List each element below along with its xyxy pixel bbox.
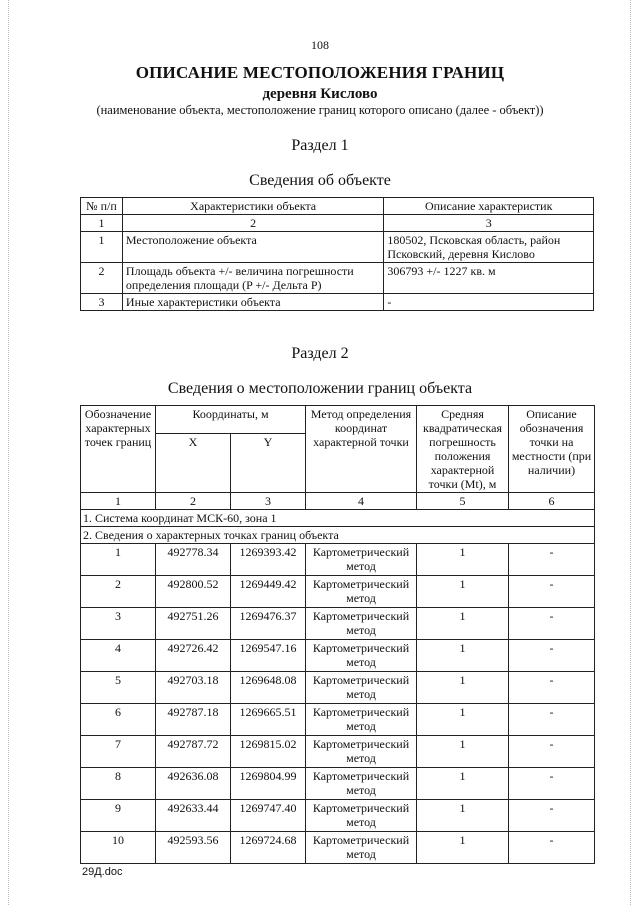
point-desc: - [509,768,595,800]
index-cell: 3 [231,493,306,510]
point-id: 4 [81,640,156,672]
header-method: Метод определения координат характерной точки [306,406,417,493]
table-row [81,232,594,263]
point-desc: - [509,800,595,832]
point-desc: - [509,608,595,640]
point-error: 1 [417,768,509,800]
point-desc: - [509,832,595,864]
point-x: 492751.26 [156,608,231,640]
header-characteristics: Характеристики объекта [122,198,383,215]
point-x: 492787.72 [156,736,231,768]
object-name: деревня Кислово [262,86,378,102]
point-error: 1 [417,640,509,672]
index-cell: 3 [384,215,594,232]
table-row [81,832,595,864]
point-desc: - [509,640,595,672]
point-y: 1269815.02 [231,736,306,768]
point-method: Картометрический метод [306,672,417,704]
index-cell: 2 [156,493,231,510]
header-y: Y [231,434,306,493]
points-title-row [81,527,595,544]
point-error: 1 [417,736,509,768]
coord-system-row [81,510,595,527]
table-row [81,263,594,294]
row-value: 180502, Псковская область, район Псковский, деревня Кислово [384,232,594,263]
coord-system: 1. Система координат МСК-60, зона 1 [81,510,595,527]
row-name: Иные характеристики объекта [122,294,383,311]
point-error: 1 [417,544,509,576]
point-x: 492778.34 [156,544,231,576]
object-info-table [80,197,594,311]
index-row [81,493,595,510]
header-description: Описание характеристик [384,198,594,215]
row-num: 2 [81,263,123,294]
point-id: 1 [81,544,156,576]
point-error: 1 [417,800,509,832]
row-num: 1 [81,232,123,263]
point-method: Картометрический метод [306,544,417,576]
point-error: 1 [417,576,509,608]
scan-edge-left [8,0,10,905]
point-id: 9 [81,800,156,832]
point-error: 1 [417,672,509,704]
row-value: 306793 +/- 1227 кв. м [384,263,594,294]
index-row [81,215,594,232]
point-method: Картометрический метод [306,704,417,736]
point-method: Картометрический метод [306,832,417,864]
index-cell: 1 [81,493,156,510]
point-x: 492593.56 [156,832,231,864]
point-y: 1269648.08 [231,672,306,704]
table-row [81,608,595,640]
table-row [81,576,595,608]
point-id: 7 [81,736,156,768]
point-x: 492726.42 [156,640,231,672]
point-method: Картометрический метод [306,640,417,672]
boundary-points-table [80,405,595,864]
point-error: 1 [417,832,509,864]
table-row [81,640,595,672]
point-desc: - [509,736,595,768]
index-cell: 4 [306,493,417,510]
section1-heading: Сведения об объекте [249,172,391,189]
index-cell: 1 [81,215,123,232]
point-x: 492636.08 [156,768,231,800]
point-y: 1269724.68 [231,832,306,864]
header-num: № п/п [81,198,123,215]
page-number: 108 [311,38,329,52]
point-y: 1269547.16 [231,640,306,672]
point-id: 3 [81,608,156,640]
point-method: Картометрический метод [306,736,417,768]
point-y: 1269476.37 [231,608,306,640]
point-x: 492787.18 [156,704,231,736]
row-name: Площадь объекта +/- величина погрешности определения площади (P +/- Дельта P) [122,263,383,294]
point-y: 1269804.99 [231,768,306,800]
header-error: Средняя квадратическая погрешность положения характерной точки (Mt), м [417,406,509,493]
document-title: ОПИСАНИЕ МЕСТОПОЛОЖЕНИЯ ГРАНИЦ [135,63,505,82]
point-desc: - [509,544,595,576]
section1-label: Раздел 1 [291,137,349,154]
table-row [81,672,595,704]
point-desc: - [509,576,595,608]
row-value: - [384,294,594,311]
point-x: 492800.52 [156,576,231,608]
index-cell: 2 [122,215,383,232]
point-method: Картометрический метод [306,576,417,608]
index-cell: 5 [417,493,509,510]
point-id: 6 [81,704,156,736]
table-row [81,294,594,311]
point-y: 1269665.51 [231,704,306,736]
point-x: 492703.18 [156,672,231,704]
table-row [81,800,595,832]
table-row [81,768,595,800]
point-id: 2 [81,576,156,608]
index-cell: 6 [509,493,595,510]
point-id: 10 [81,832,156,864]
point-y: 1269747.40 [231,800,306,832]
table-row [81,544,595,576]
row-num: 3 [81,294,123,311]
point-y: 1269393.42 [231,544,306,576]
file-name: 29Д.doc [82,866,123,878]
header-coordinates: Координаты, м [156,406,306,434]
section2-heading: Сведения о местоположении границ объекта [167,380,473,397]
point-method: Картометрический метод [306,608,417,640]
point-id: 8 [81,768,156,800]
object-caption: (наименование объекта, местоположение границ которого описано (далее - объект)) [96,103,544,117]
header-x: X [156,434,231,493]
point-method: Картометрический метод [306,800,417,832]
points-title: 2. Сведения о характерных точках границ объекта [81,527,595,544]
table-row [81,704,595,736]
table-row [81,736,595,768]
point-id: 5 [81,672,156,704]
point-error: 1 [417,608,509,640]
table-header-row [81,406,595,434]
header-designation: Обозначение характерных точек границ [81,406,156,493]
point-method: Картометрический метод [306,768,417,800]
points-body [81,544,595,864]
point-error: 1 [417,704,509,736]
row-name: Местоположение объекта [122,232,383,263]
point-y: 1269449.42 [231,576,306,608]
header-description: Описание обозначения точки на местности (при наличии) [509,406,595,493]
table-header-row [81,198,594,215]
scan-edge-right [630,0,632,905]
point-desc: - [509,672,595,704]
section2-label: Раздел 2 [291,345,349,362]
point-desc: - [509,704,595,736]
point-x: 492633.44 [156,800,231,832]
